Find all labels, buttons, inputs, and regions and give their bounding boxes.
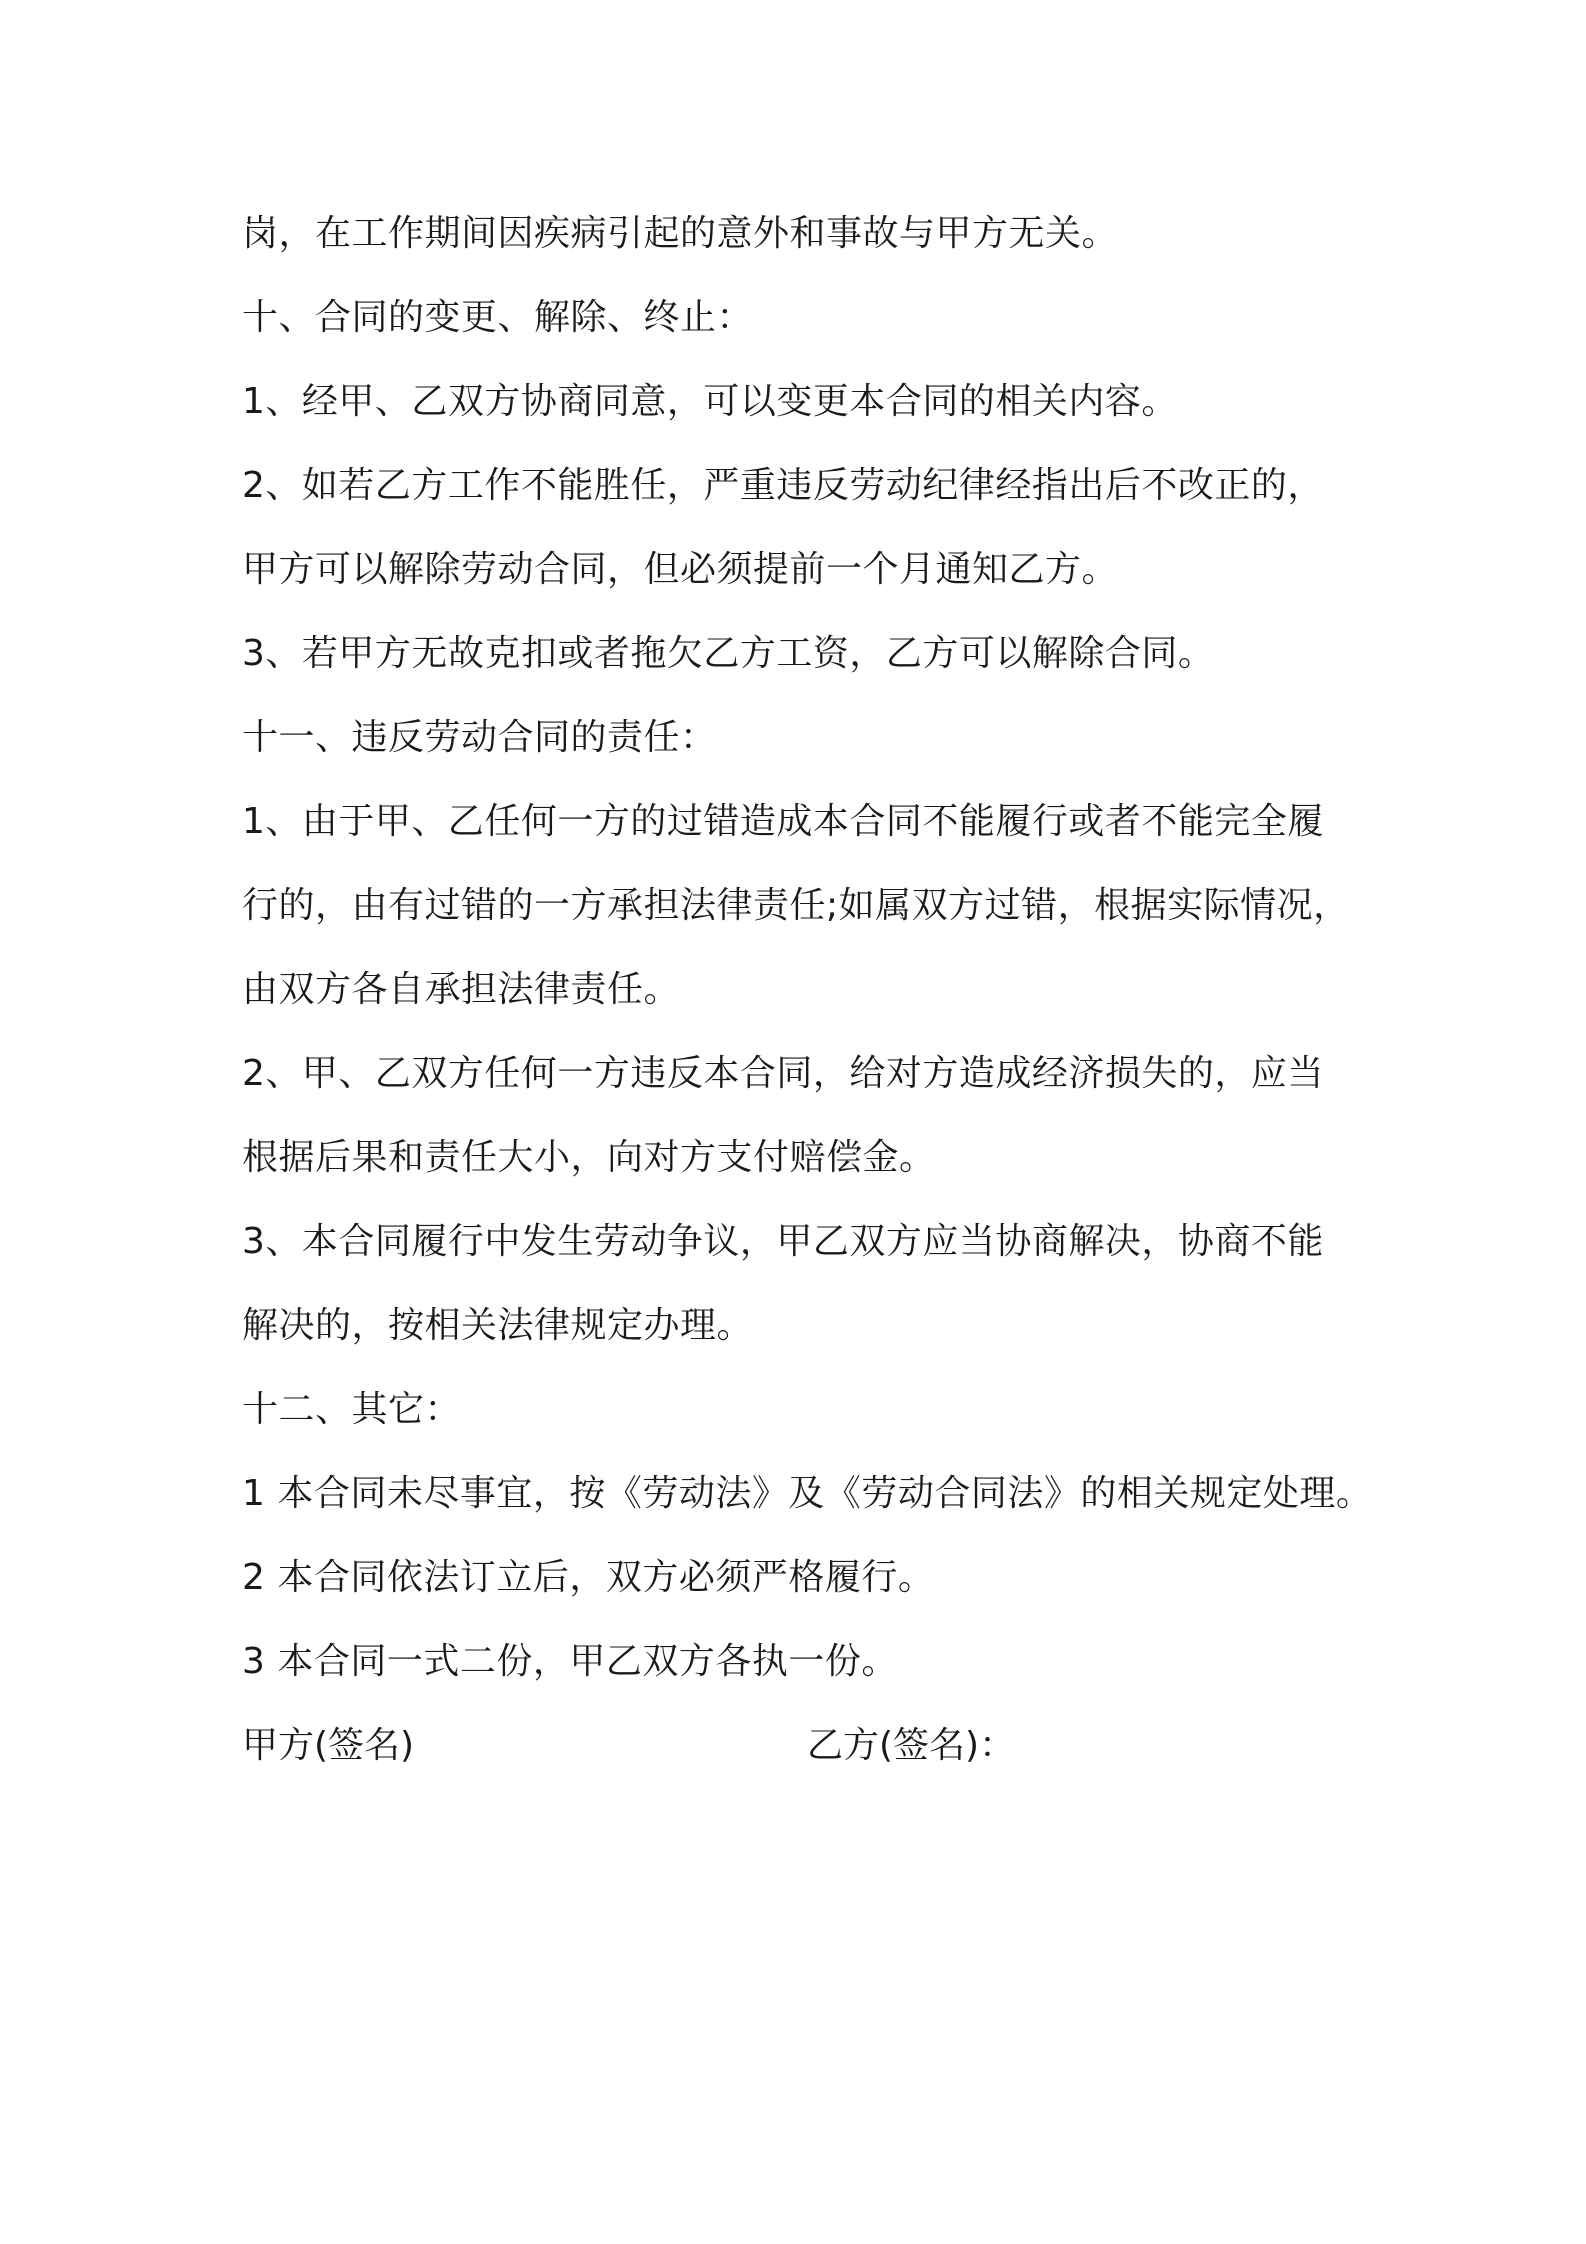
text-line: 由双方各自承担法律责任。 — [242, 969, 681, 1010]
section-heading-twelve: 十二、其它： — [242, 1389, 462, 1430]
text-line: 行的，由有过错的一方承担法律责任;如属双方过错，根据实际情况， — [242, 885, 1350, 926]
signature-row — [242, 1704, 1362, 1788]
contract-body — [242, 192, 1373, 1788]
section-heading-ten: 十、合同的变更、解除、终止： — [242, 297, 754, 338]
text-line: 3、本合同履行中发生劳动争议，甲乙双方应当协商解决，协商不能 — [242, 1221, 1324, 1262]
text-line: 解决的，按相关法律规定办理。 — [242, 1305, 754, 1346]
text-line: 2、甲、乙双方任何一方违反本合同，给对方造成经济损失的，应当 — [242, 1053, 1324, 1094]
text-line: 1 本合同未尽事宜，按《劳动法》及《劳动合同法》的相关规定处理。 — [242, 1473, 1373, 1514]
text-line: 1、经甲、乙双方协商同意，可以变更本合同的相关内容。 — [242, 381, 1178, 422]
text-line: 岗，在工作期间因疾病引起的意外和事故与甲方无关。 — [242, 213, 1119, 254]
text-line: 1、由于甲、乙任何一方的过错造成本合同不能履行或者不能完全履 — [242, 801, 1324, 842]
text-line: 甲方可以解除劳动合同，但必须提前一个月通知乙方。 — [242, 549, 1119, 590]
text-line: 3 本合同一式二份，甲乙双方各执一份。 — [242, 1641, 898, 1682]
party-a-signature-label: 甲方(签名) — [242, 1725, 415, 1766]
section-heading-eleven: 十一、违反劳动合同的责任： — [242, 717, 717, 758]
text-line: 根据后果和责任大小，向对方支付赔偿金。 — [242, 1137, 936, 1178]
text-line: 2 本合同依法订立后，双方必须严格履行。 — [242, 1557, 935, 1598]
text-line: 2、如若乙方工作不能胜任，严重违反劳动纪律经指出后不改正的， — [242, 465, 1324, 506]
text-line: 3、若甲方无故克扣或者拖欠乙方工资，乙方可以解除合同。 — [242, 633, 1215, 674]
party-b-signature-label: 乙方(签名)： — [807, 1725, 1016, 1766]
